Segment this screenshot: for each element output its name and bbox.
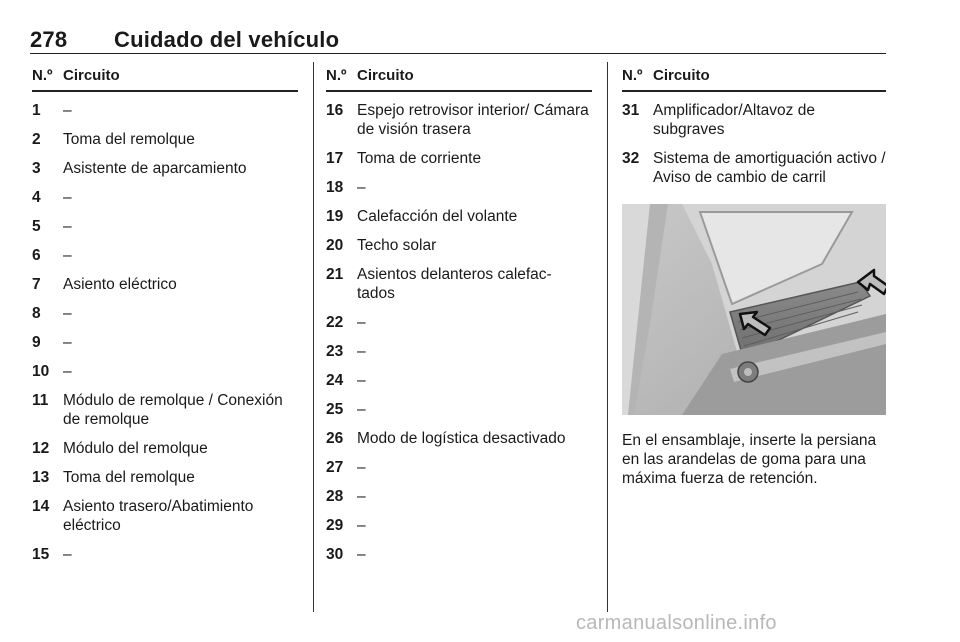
- table-row: [32, 545, 298, 564]
- circuit-label: –: [357, 179, 366, 196]
- circuit-label: –: [357, 401, 366, 418]
- table-row: [32, 304, 298, 323]
- table-row: [32, 468, 298, 487]
- circuit-label: Toma del remolque: [63, 469, 195, 486]
- circuit-label: –: [63, 546, 72, 563]
- table-row: [32, 101, 298, 120]
- table-row: [32, 439, 298, 458]
- header-circuit: Circuito: [63, 67, 120, 84]
- table-row: [326, 313, 592, 332]
- circuit-label: Espejo retrovisor interior/ Cámara de visión trasera: [357, 102, 589, 138]
- table-header: [32, 67, 298, 92]
- circuit-label: –: [357, 488, 366, 505]
- fuse-number: 29: [326, 517, 344, 534]
- page-header: [30, 27, 886, 54]
- table-row: [32, 362, 298, 381]
- fuse-number: 1: [32, 102, 41, 119]
- fuse-number: 3: [32, 160, 41, 177]
- fuse-table-column-3: [622, 67, 886, 187]
- circuit-label: Asistente de aparcamiento: [63, 160, 247, 177]
- header-number: N.º: [32, 67, 53, 84]
- table-row: [32, 130, 298, 149]
- fuse-number: 10: [32, 363, 50, 380]
- circuit-label: Toma de corriente: [357, 150, 482, 167]
- fuse-table-column-1: [32, 67, 298, 564]
- fuse-number: 16: [326, 102, 344, 119]
- circuit-label: Módulo del remolque: [63, 440, 208, 457]
- table-row: [326, 487, 592, 506]
- fuse-number: 30: [326, 546, 344, 563]
- table-row: [326, 400, 592, 419]
- fuse-number: 23: [326, 343, 344, 360]
- fuse-number: 8: [32, 305, 41, 322]
- header-number: N.º: [622, 67, 643, 84]
- circuit-label: Módulo de remolque / Conexión de remolque: [63, 392, 283, 428]
- table-row: [326, 458, 592, 477]
- fuse-number: 14: [32, 498, 50, 515]
- circuit-label: Modo de logística desactivado: [357, 430, 566, 447]
- fuse-number: 7: [32, 276, 41, 293]
- fuse-number: 21: [326, 266, 344, 283]
- circuit-label: –: [63, 363, 72, 380]
- header-circuit: Circuito: [653, 67, 710, 84]
- table-row: [32, 188, 298, 207]
- page-title: Cuidado del vehículo: [114, 27, 340, 52]
- table-row: [326, 101, 592, 139]
- fuse-number: 25: [326, 401, 344, 418]
- circuit-label: Sistema de amortiguación activo / Aviso de cambio de carril: [653, 150, 886, 186]
- fuse-number: 15: [32, 546, 50, 563]
- watermark: carmanualsonline.info: [576, 612, 777, 634]
- circuit-label: –: [357, 517, 366, 534]
- table-row: [326, 207, 592, 226]
- table-row: [32, 333, 298, 352]
- table-row: [32, 159, 298, 178]
- fuse-number: 6: [32, 247, 41, 264]
- page-number: 278: [30, 27, 68, 52]
- circuit-label: –: [357, 459, 366, 476]
- circuit-label: Asientos delanteros calefac- tados: [357, 266, 552, 302]
- circuit-label: Asiento eléctrico: [63, 276, 177, 293]
- column-divider: [313, 62, 314, 612]
- table-row: [32, 497, 298, 535]
- circuit-label: –: [63, 189, 72, 206]
- fuse-number: 17: [326, 150, 344, 167]
- table-row: [622, 149, 886, 187]
- fuse-number: 13: [32, 469, 50, 486]
- table-header: [326, 67, 592, 92]
- fuse-number: 4: [32, 189, 41, 206]
- table-row: [32, 391, 298, 429]
- header-circuit: Circuito: [357, 67, 414, 84]
- table-row: [32, 275, 298, 294]
- fuse-number: 22: [326, 314, 344, 331]
- fuse-number: 27: [326, 459, 344, 476]
- circuit-label: Asiento trasero/Abatimiento eléctrico: [63, 498, 254, 534]
- fuse-number: 19: [326, 208, 344, 225]
- circuit-label: Calefacción del volante: [357, 208, 518, 225]
- fuse-number: 9: [32, 334, 41, 351]
- fuse-number: 18: [326, 179, 344, 196]
- fuse-number: 31: [622, 102, 640, 119]
- fuse-number: 28: [326, 488, 344, 505]
- illustration-caption: En el ensamblaje, inserte la persiana en las arandelas de goma para una máxima fuerza de retención.: [622, 432, 877, 487]
- table-row: [326, 371, 592, 390]
- table-row: [326, 149, 592, 168]
- circuit-label: –: [63, 247, 72, 264]
- circuit-label: –: [357, 546, 366, 563]
- circuit-label: Amplificador/Altavoz de subgraves: [653, 102, 815, 138]
- fuse-number: 2: [32, 131, 41, 148]
- table-row: [326, 236, 592, 255]
- table-row: [622, 101, 886, 139]
- fuse-number: 26: [326, 430, 344, 447]
- circuit-label: Toma del remolque: [63, 131, 195, 148]
- circuit-label: –: [63, 334, 72, 351]
- fuse-number: 12: [32, 440, 50, 457]
- circuit-label: –: [357, 314, 366, 331]
- table-header: [622, 67, 886, 92]
- table-row: [32, 217, 298, 236]
- fuse-number: 32: [622, 150, 640, 167]
- circuit-label: Techo solar: [357, 237, 437, 254]
- table-row: [326, 342, 592, 361]
- cargo-cover-illustration: [622, 204, 886, 415]
- circuit-label: –: [63, 102, 72, 119]
- column-divider: [607, 62, 608, 612]
- circuit-label: –: [63, 218, 72, 235]
- header-number: N.º: [326, 67, 347, 84]
- circuit-label: –: [357, 343, 366, 360]
- fuse-number: 11: [32, 392, 49, 409]
- fuse-number: 24: [326, 372, 344, 389]
- table-row: [326, 178, 592, 197]
- fuse-number: 20: [326, 237, 344, 254]
- table-row: [326, 429, 592, 448]
- circuit-label: –: [357, 372, 366, 389]
- table-row: [326, 545, 592, 564]
- fuse-number: 5: [32, 218, 41, 235]
- circuit-label: –: [63, 305, 72, 322]
- table-row: [32, 246, 298, 265]
- fuse-table-column-2: [326, 67, 592, 564]
- table-row: [326, 265, 592, 303]
- table-row: [326, 516, 592, 535]
